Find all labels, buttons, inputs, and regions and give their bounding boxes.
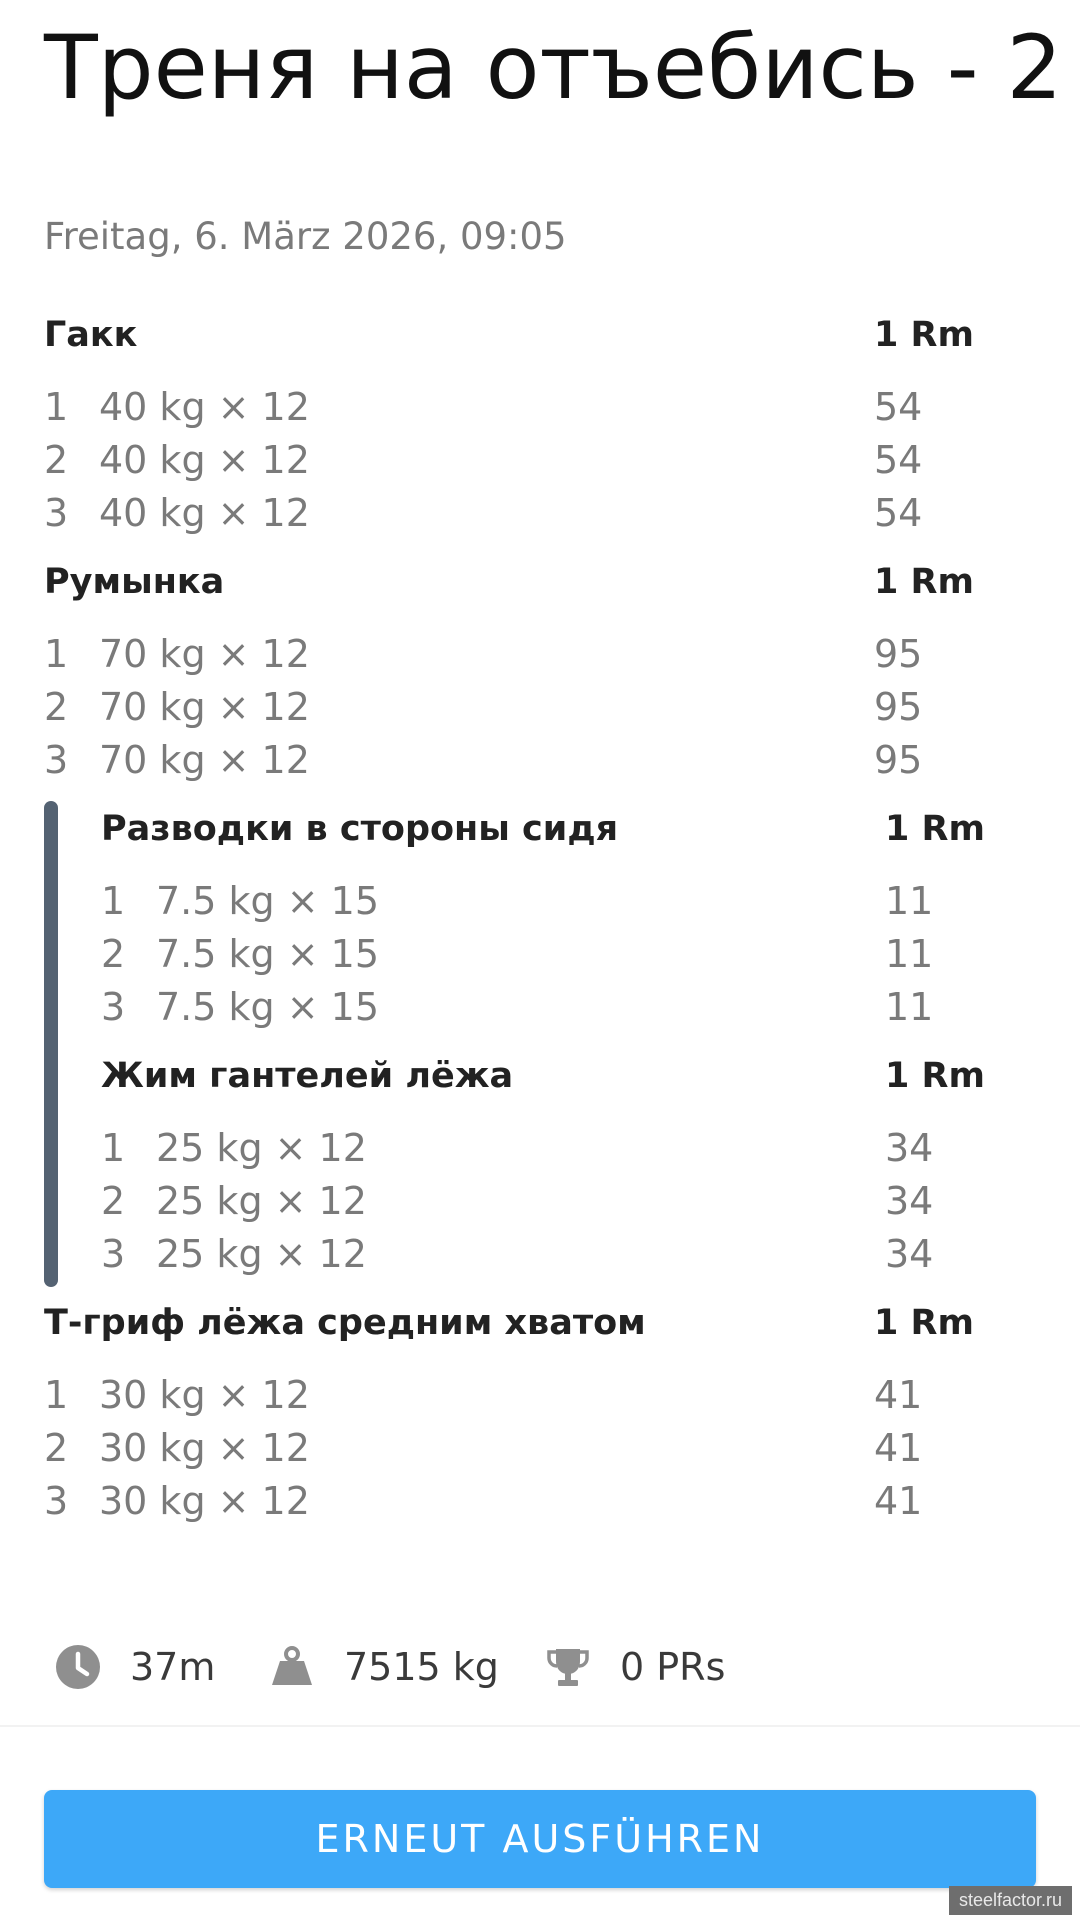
one-rm-header: 1 Rm (874, 315, 974, 355)
set-weight-reps: 40 kg × 12 (99, 491, 310, 535)
duration-stat (52, 1632, 215, 1702)
exercise-header (44, 1295, 1036, 1351)
exercise-name: Т-гриф лёжа средним хватом (44, 1303, 646, 1343)
exercise-header (44, 307, 1036, 363)
set-weight-reps: 25 kg × 12 (156, 1179, 367, 1223)
set-one-rm: 95 (874, 632, 923, 676)
exercise-name: Румынка (44, 562, 225, 602)
set-row (101, 928, 1036, 981)
set-one-rm: 95 (874, 685, 923, 729)
set-list (44, 610, 1036, 801)
set-weight-reps: 70 kg × 12 (99, 738, 310, 782)
superset-group (44, 801, 1036, 1295)
workout-title: Треня на отъебись - 2 (44, 16, 1063, 119)
set-row (101, 981, 1036, 1034)
set-weight-reps: 7.5 kg × 15 (156, 879, 379, 923)
set-one-rm: 11 (885, 985, 934, 1029)
set-row (44, 434, 1036, 487)
exercise-block[interactable] (44, 1295, 1036, 1542)
superset-indicator-bar (44, 801, 58, 1287)
exercise-header (44, 554, 1036, 610)
set-row (44, 381, 1036, 434)
set-number: 2 (44, 1426, 69, 1470)
exercise-header (101, 1048, 1036, 1104)
set-number: 2 (44, 685, 69, 729)
set-row (101, 1175, 1036, 1228)
set-number: 1 (44, 1373, 69, 1417)
set-row (44, 487, 1036, 540)
set-row (101, 875, 1036, 928)
exercise-name: Жим гантелей лёжа (101, 1056, 514, 1096)
set-weight-reps: 70 kg × 12 (99, 632, 310, 676)
duration-value: 37m (130, 1645, 216, 1689)
set-weight-reps: 30 kg × 12 (99, 1426, 310, 1470)
set-one-rm: 34 (885, 1232, 934, 1276)
one-rm-header: 1 Rm (885, 809, 985, 849)
set-weight-reps: 40 kg × 12 (99, 385, 310, 429)
set-number: 2 (101, 1179, 126, 1223)
watermark: steelfactor.ru (949, 1886, 1072, 1915)
exercise-name: Разводки в стороны сидя (101, 809, 619, 849)
set-weight-reps: 30 kg × 12 (99, 1373, 310, 1417)
set-list (44, 1351, 1036, 1542)
set-number: 3 (44, 1479, 69, 1523)
exercise-block[interactable] (44, 307, 1036, 554)
set-one-rm: 11 (885, 879, 934, 923)
workout-stats (44, 1632, 1036, 1702)
set-weight-reps: 7.5 kg × 15 (156, 932, 379, 976)
set-number: 1 (101, 879, 126, 923)
one-rm-header: 1 Rm (874, 562, 974, 602)
exercise-name: Гакк (44, 315, 138, 355)
weight-icon (266, 1641, 318, 1693)
volume-value: 7515 kg (344, 1645, 499, 1689)
set-one-rm: 41 (874, 1479, 923, 1523)
set-row (44, 681, 1036, 734)
set-number: 2 (101, 932, 126, 976)
set-one-rm: 11 (885, 932, 934, 976)
set-number: 1 (44, 385, 69, 429)
set-one-rm: 41 (874, 1373, 923, 1417)
exercise-header (101, 801, 1036, 857)
exercise-block[interactable] (44, 554, 1036, 801)
set-list (101, 857, 1036, 1048)
set-weight-reps: 30 kg × 12 (99, 1479, 310, 1523)
set-number: 1 (44, 632, 69, 676)
set-row (44, 1369, 1036, 1422)
one-rm-header: 1 Rm (874, 1303, 974, 1343)
set-one-rm: 95 (874, 738, 923, 782)
set-number: 3 (44, 738, 69, 782)
set-number: 3 (44, 491, 69, 535)
set-row (44, 1475, 1036, 1528)
set-row (44, 734, 1036, 787)
set-weight-reps: 7.5 kg × 15 (156, 985, 379, 1029)
set-number: 2 (44, 438, 69, 482)
set-one-rm: 41 (874, 1426, 923, 1470)
set-one-rm: 54 (874, 491, 923, 535)
exercise-list (44, 307, 1036, 1542)
set-number: 3 (101, 985, 126, 1029)
set-one-rm: 54 (874, 438, 923, 482)
set-list (44, 363, 1036, 554)
repeat-workout-button[interactable]: ERNEUT AUSFÜHREN (44, 1790, 1036, 1888)
set-number: 3 (101, 1232, 126, 1276)
prs-stat (542, 1632, 725, 1702)
set-row (44, 1422, 1036, 1475)
set-number: 1 (101, 1126, 126, 1170)
workout-date: Freitag, 6. März 2026, 09:05 (44, 215, 567, 258)
set-list (101, 1104, 1036, 1295)
clock-icon (52, 1641, 104, 1693)
set-weight-reps: 25 kg × 12 (156, 1232, 367, 1276)
divider (0, 1725, 1080, 1727)
set-row (44, 628, 1036, 681)
set-one-rm: 34 (885, 1126, 934, 1170)
set-row (101, 1122, 1036, 1175)
set-row (101, 1228, 1036, 1281)
set-weight-reps: 70 kg × 12 (99, 685, 310, 729)
one-rm-header: 1 Rm (885, 1056, 985, 1096)
set-one-rm: 54 (874, 385, 923, 429)
exercise-block[interactable] (101, 801, 1036, 1048)
trophy-icon (542, 1641, 594, 1693)
volume-stat (266, 1632, 499, 1702)
exercise-block[interactable] (101, 1048, 1036, 1295)
set-weight-reps: 40 kg × 12 (99, 438, 310, 482)
set-one-rm: 34 (885, 1179, 934, 1223)
prs-value: 0 PRs (620, 1645, 726, 1689)
set-weight-reps: 25 kg × 12 (156, 1126, 367, 1170)
